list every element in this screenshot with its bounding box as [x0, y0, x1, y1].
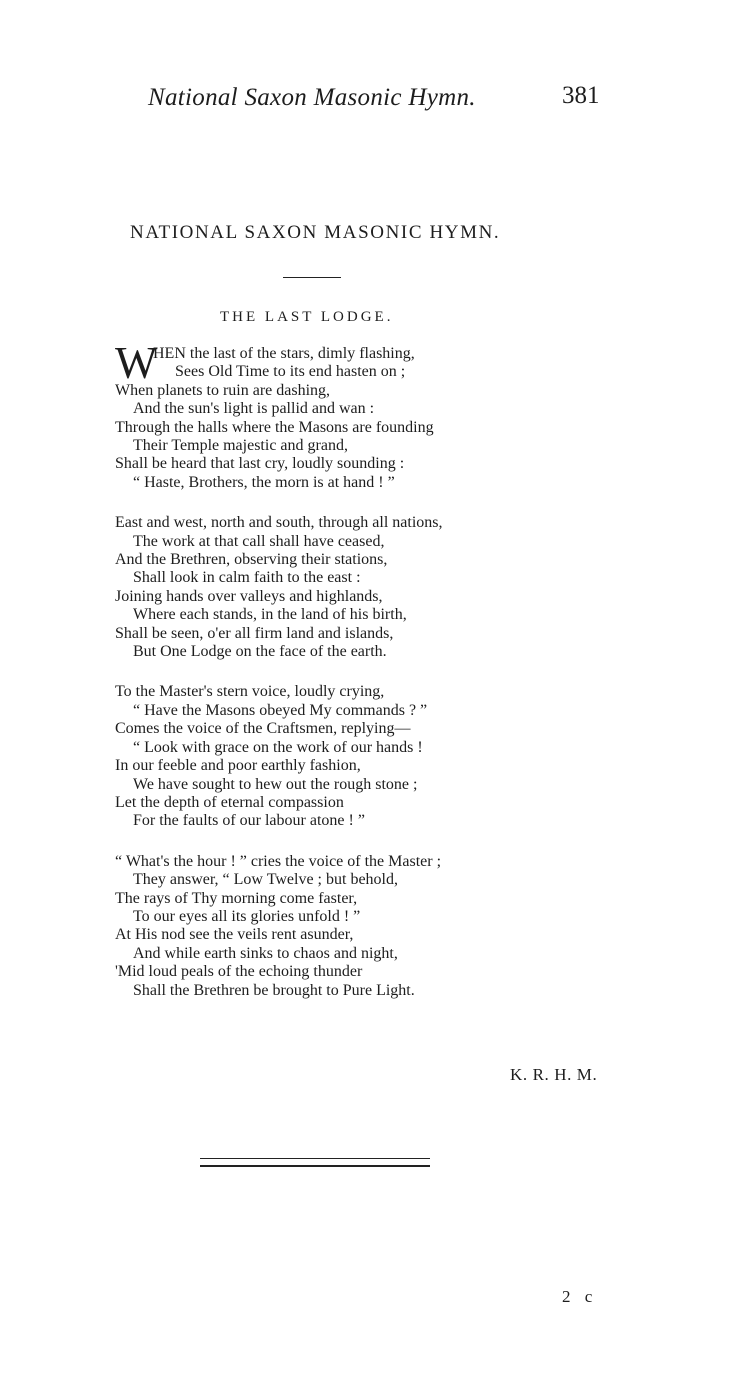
poem-line: Shall look in calm faith to the east :: [133, 569, 361, 587]
stanza-4: [115, 853, 555, 1000]
poem-line: Sees Old Time to its end hasten on ;: [175, 363, 406, 381]
poem-line: We have sought to hew out the rough stone ;: [133, 775, 418, 793]
poem-line: When planets to ruin are dashing,: [115, 381, 331, 399]
poem-line: And the sun's light is pallid and wan :: [133, 400, 375, 418]
running-head: National Saxon Masonic Hymn.: [148, 84, 476, 111]
poem-line: “ Have the Masons obeyed My commands ? ”: [133, 701, 428, 719]
poem-line: In our feeble and poor earthly fashion,: [115, 757, 361, 775]
poem-subtitle: THE LAST LODGE.: [220, 309, 394, 325]
closing-double-rule: [200, 1158, 430, 1167]
stanza-1: [115, 338, 555, 492]
poem-line: Comes the voice of the Craftsmen, replying—: [115, 720, 411, 738]
author-initials: K. R. H. M.: [510, 1065, 598, 1084]
poem-line: And the Brethren, observing their stations,: [115, 551, 388, 569]
poem-line: But One Lodge on the face of the earth.: [133, 643, 387, 661]
poem-line: And while earth sinks to chaos and night,: [133, 944, 398, 962]
stanza-3: [115, 683, 555, 830]
poem-line: Their Temple majestic and grand,: [133, 437, 348, 455]
poem-body: [115, 338, 555, 1000]
poem-line: “ Look with grace on the work of our hands !: [133, 738, 423, 756]
poem-line: “ Haste, Brothers, the morn is at hand ! ”: [133, 473, 395, 491]
poem-line: They answer, “ Low Twelve ; but behold,: [133, 871, 398, 889]
drop-cap: W: [115, 338, 158, 388]
poem-line: To the Master's stern voice, loudly crying,: [115, 683, 385, 701]
title-rule: [283, 277, 341, 278]
poem-line: HEN the last of the stars, dimly flashing,: [153, 345, 415, 362]
poem-line: Shall be heard that last cry, loudly sounding :: [115, 455, 405, 473]
poem-line: At His nod see the veils rent asunder,: [115, 926, 354, 944]
stanza-2: [115, 514, 555, 661]
poem-line: 'Mid loud peals of the echoing thunder: [115, 963, 363, 981]
poem-line: Where each stands, in the land of his birth,: [133, 606, 407, 624]
poem-line: “ What's the hour ! ” cries the voice of the Master ;: [115, 852, 442, 870]
poem-line: East and west, north and south, through all nations,: [115, 514, 443, 532]
poem-line: Let the depth of eternal compassion: [115, 793, 344, 811]
poem-line: Joining hands over valleys and highlands,: [115, 587, 383, 605]
poem-line: The rays of Thy morning come faster,: [115, 889, 358, 907]
printer-signature-mark: 2 c: [562, 1287, 598, 1306]
poem-line: Shall the Brethren be brought to Pure Light.: [133, 981, 415, 999]
page-number: 381: [562, 82, 600, 109]
opening-lines: [115, 338, 555, 388]
poem-line: Through the halls where the Masons are founding: [115, 418, 434, 436]
poem-line: To our eyes all its glories unfold ! ”: [133, 907, 361, 925]
poem-line: For the faults of our labour atone ! ”: [133, 812, 365, 830]
poem-title: NATIONAL SAXON MASONIC HYMN.: [130, 222, 501, 243]
poem-line: Shall be seen, o'er all firm land and islands,: [115, 624, 394, 642]
poem-line: The work at that call shall have ceased,: [133, 532, 385, 550]
